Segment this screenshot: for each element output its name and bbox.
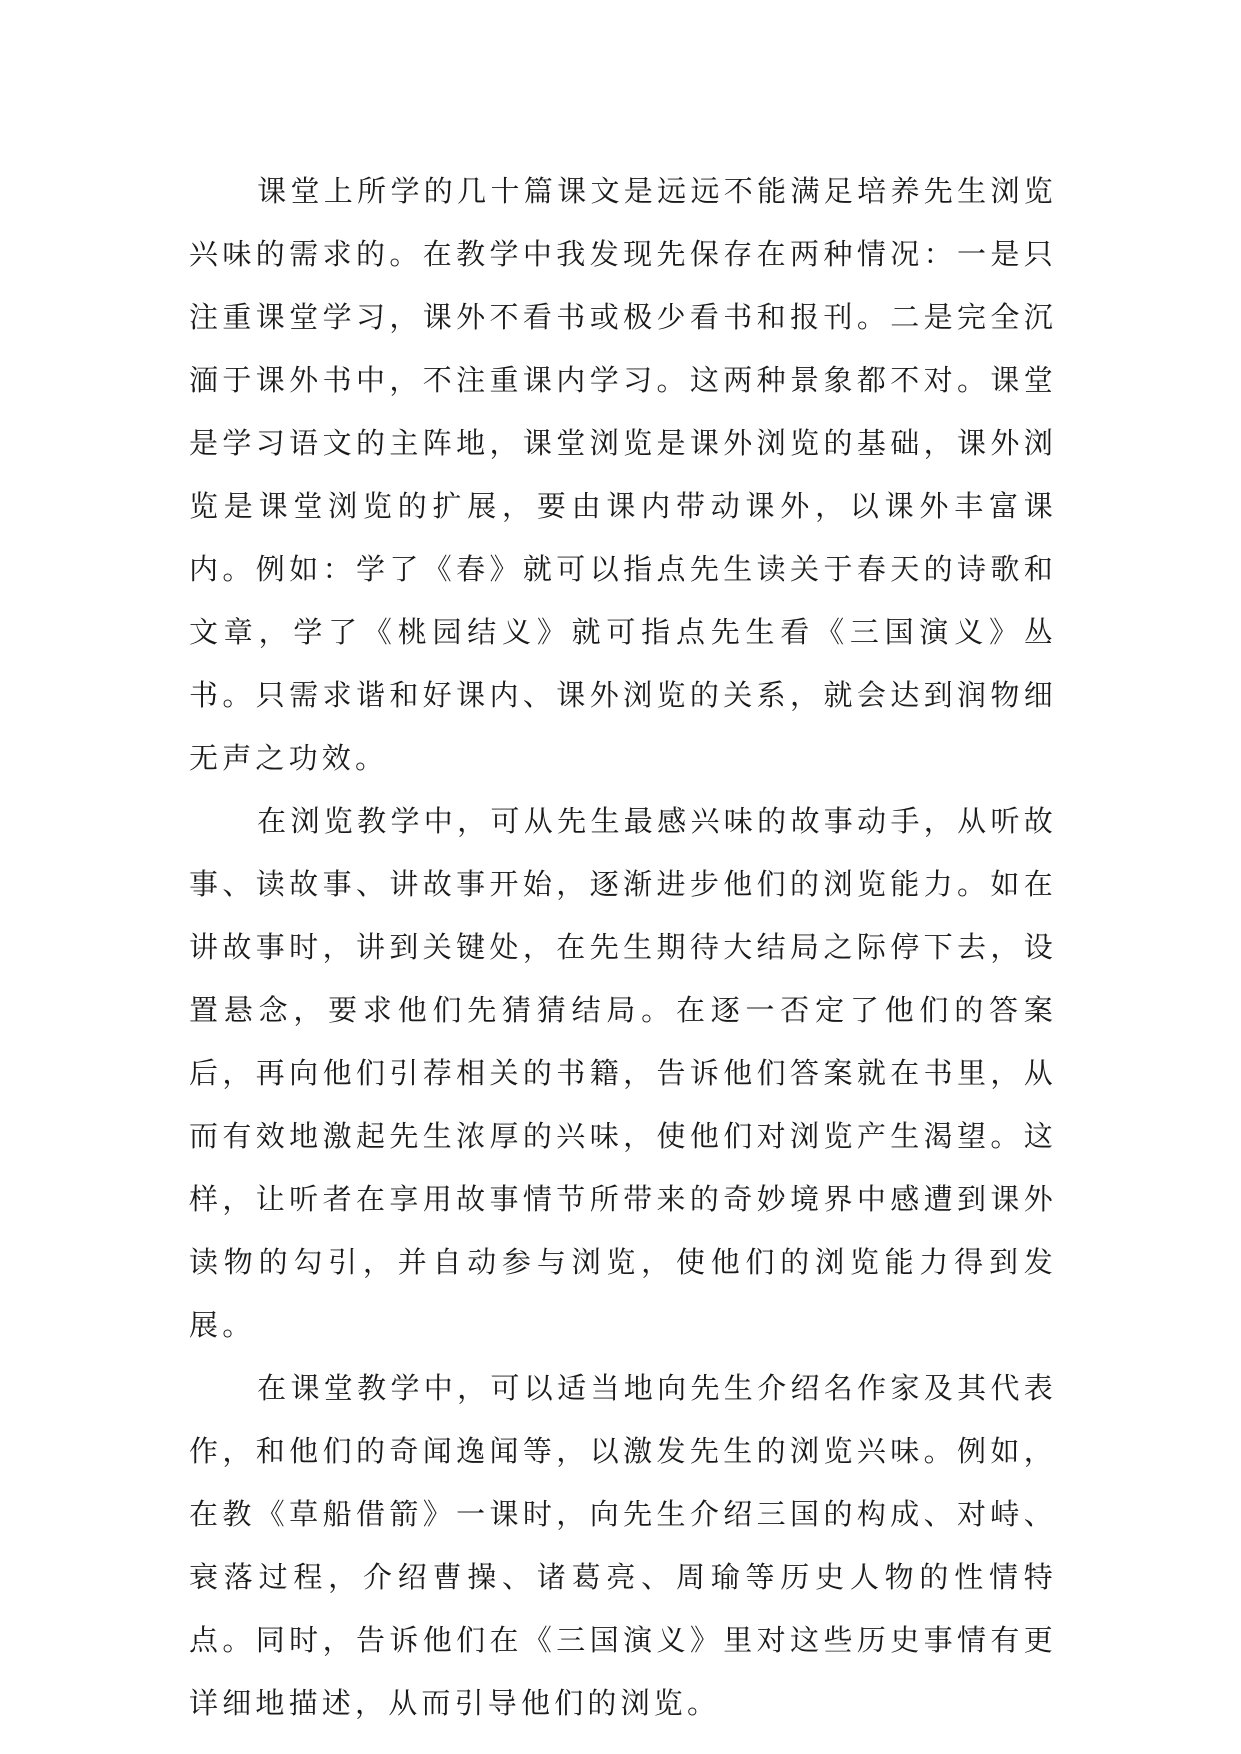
paragraph-3: 在课堂教学中，可以适当地向先生介绍名作家及其代表作，和他们的奇闻逸闻等，以激发先生的浏览兴味。例如，在教《草船借箭》一课时，向先生介绍三国的构成、对峙、衰落过程，介绍曹操、诸葛亮、周瑜等历史人物的性情特点。同时，告诉他们在《三国演义》里对这些历史事情有更详细地描述，从而引导他们的浏览。 [189, 1371, 1057, 1720]
paragraph-1: 课堂上所学的几十篇课文是远远不能满足培养先生浏览兴味的需求的。在教学中我发现先保存在两种情况：一是只注重课堂学习，课外不看书或极少看书和报刊。二是完全沉湎于课外书中，不注重课内学习。这两种景象都不对。课堂是学习语文的主阵地，课堂浏览是课外浏览的基础，课外浏览是课堂浏览的扩展，要由课内带动课外，以课外丰富课内。例如：学了《春》就可以指点先生读关于春天的诗歌和文章，学了《桃园结义》就可指点先生看《三国演义》丛书。只需求谐和好课内、课外浏览的关系，就会达到润物细无声之功效。 [189, 174, 1057, 775]
paragraph-2: 在浏览教学中，可从先生最感兴味的故事动手，从听故事、读故事、讲故事开始，逐渐进步他们的浏览能力。如在讲故事时，讲到关键处，在先生期待大结局之际停下去，设置悬念，要求他们先猜猜结局。在逐一否定了他们的答案后，再向他们引荐相关的书籍，告诉他们答案就在书里，从而有效地激起先生浓厚的兴味，使他们对浏览产生渴望。这样，让听者在享用故事情节所带来的奇妙境界中感遭到课外读物的勾引，并自动参与浏览，使他们的浏览能力得到发展。 [189, 804, 1057, 1342]
document-body [189, 160, 1057, 1735]
